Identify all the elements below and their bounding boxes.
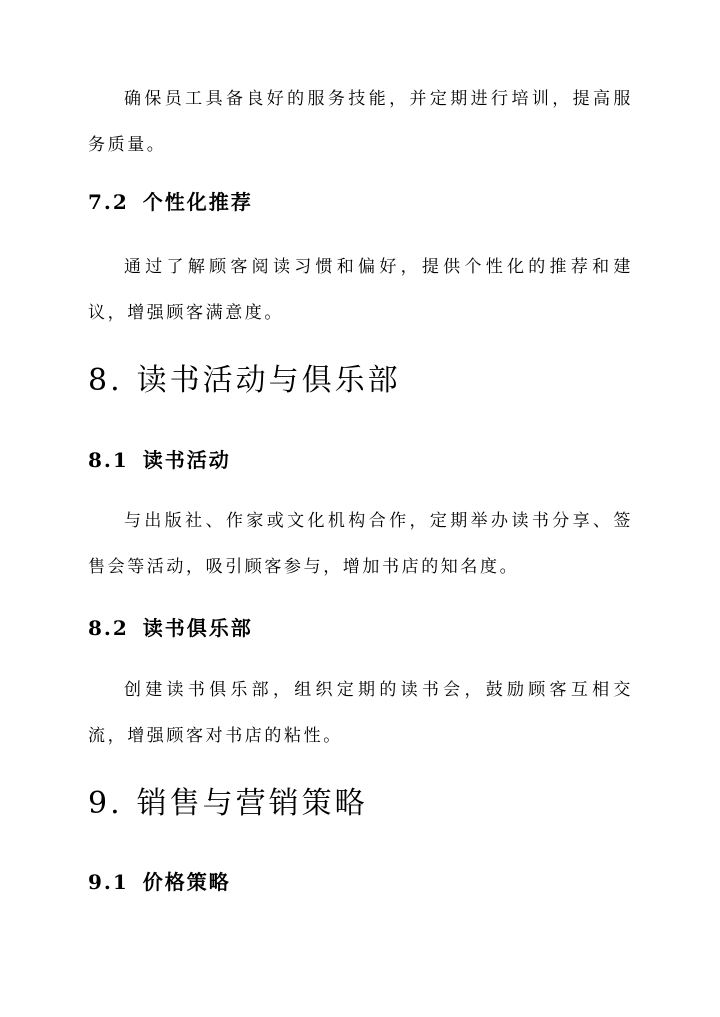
paragraph-reading-events: 与出版社、作家或文化机构合作，定期举办读书分享、签售会等活动，吸引顾客参与，增加书店的知名度。 (88, 511, 633, 577)
heading-number: 8. (88, 363, 123, 398)
heading-number: 9.1 (88, 870, 129, 894)
heading-number: 8.2 (88, 616, 129, 640)
heading-8-2 (88, 612, 253, 641)
heading-title: 个性化推荐 (142, 190, 253, 214)
heading-number: 9. (88, 786, 123, 821)
heading-title: 读书活动与俱乐部 (136, 363, 401, 398)
heading-title: 读书活动 (142, 448, 231, 472)
heading-title: 价格策略 (142, 870, 231, 894)
heading-title: 读书俱乐部 (142, 616, 253, 640)
heading-8 (88, 355, 401, 399)
paragraph-personalized-recommendation: 通过了解顾客阅读习惯和偏好，提供个性化的推荐和建议，增强顾客满意度。 (88, 257, 633, 323)
heading-9-1 (88, 866, 231, 895)
heading-8-1 (88, 444, 231, 473)
heading-9 (88, 778, 368, 822)
heading-title: 销售与营销策略 (136, 786, 368, 821)
heading-7-2 (88, 186, 253, 215)
heading-number: 8.1 (88, 448, 129, 472)
paragraph-book-club: 创建读书俱乐部，组织定期的读书会，鼓励顾客互相交流，增强顾客对书店的粘性。 (88, 680, 633, 746)
heading-number: 7.2 (88, 190, 129, 214)
paragraph-service-training: 确保员工具备良好的服务技能，并定期进行培训，提高服务质量。 (88, 89, 633, 155)
